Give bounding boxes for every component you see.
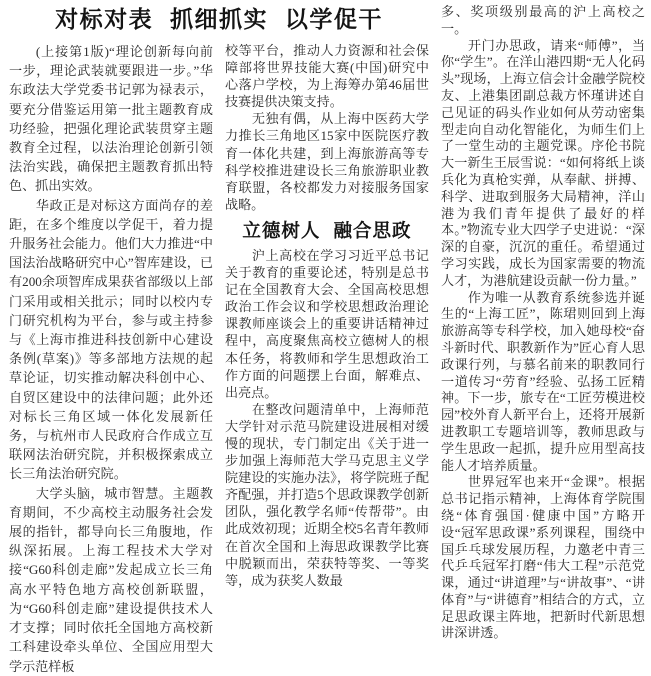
paragraph: 开门办思政，请来“师傅”，当你“学生”。在洋山港四期“无人化码头”现场，上海立信会计金融学院校友、上港集团副总裁方怀瑾讲述自己见证的码头作业如何从劳动密集型走向自动化智能化，为师生们上了一堂生动的主题党课。序伦书院大一新生王辰雪说：“如何将纸上谈兵化为真枪实弹，从奉献、拼搏、科学、进取到服务大局精神，洋山港为我们青年提供了最好的样本。”物流专业大四学子史进说：“深深的自豪，沉沉的重任。希望通过学习实践，成长为国家需要的物流人才，为港航建设贡献一份力量。” bbox=[441, 37, 645, 288]
headline-and-two-columns bbox=[9, 0, 429, 674]
paragraph: (上接第1版)“理论创新每向前一步，理论武装就要跟进一步。”华东政法大学党委书记郭为禄表示，要充分借鉴运用第一批主题教育成功经验，把强化理论武装贯穿主题教育全过程，以法治理论创新引领法治实践，确保把主题教育抓出特色、抓出实效。 bbox=[9, 44, 213, 194]
text-column-1 bbox=[9, 42, 213, 676]
text-column-3 bbox=[441, 0, 645, 641]
paragraph: 华政正是对标这方面尚存的差距，在多个维度以学促干，着力提升服务社会能力。他们大力推进“中国法治战略研究中心”智库建设，已有200余项智库成果获省部级以上部门采用或相关批示；同时以校内专门研究机构为平台，参与或主持参与《上海市推进科技创新中心建设条例(草案)》等多部地方法规的起草论证，切实推动解决科创中心、自贸区建设中的法律问题；此外还对标长三角区域一体化发展新任务，与杭州市人民政府合作成立互联网法治研究院，并积极探索成立长三角法治研究院。 bbox=[9, 197, 213, 482]
text-column-2 bbox=[225, 42, 429, 676]
paragraph: 无独有偶，从上海中医药大学力推长三角地区15家中医院医疗教育一体化共建，到上海旅游高等专科学校推进建设长三角旅游职业教育联盟，各校都发力对接服务国家战略。 bbox=[225, 111, 429, 212]
paragraph: 大学头脑，城市智慧。主题教育期间，不少高校主动服务社会发展的指针，都导向长三角腹地，作纵深拓展。上海工程技术大学对接“G60科创走廊”发起成立长三角高水平特色地方高校创新联盟，为“G60科创走廊”建设提供技术人才支撑；同时依托全国地方高校新工科建设牵头单位、全国应用型大学示范样板 bbox=[9, 485, 213, 674]
paragraph: 在整改问题清单中，上海师范大学针对示范马院建设进展相对缓慢的现状，专门制定出《关于进一步加强上海师范大学马克思主义学院建设的实施办法》，将学院班子配齐配强，并打造5个思政课教学创新团队，强化教学名师“传帮带”。由此成效初现；近期全校5名青年教师在首次全国和上海思政课教学比赛中脱颖而出，荣获特等奖、一等奖等，成为获奖人数最 bbox=[225, 401, 429, 588]
two-column-text-block bbox=[9, 42, 429, 676]
paragraph: 沪上高校在学习习近平总书记关于教育的重要论述，特别是总书记在全国教育大会、全国高校思想政治工作会议和学校思想政治理论课教师座谈会上的重要讲话精神过程中，高度聚焦高校立德树人的根本任务，将教师和学生思想政治工作方面的问题摆上台面，解难点、出亮点。 bbox=[225, 247, 429, 400]
paragraph: 多、奖项级别最高的沪上高校之一。 bbox=[441, 4, 645, 36]
paragraph: 世界冠军也来开“金课”。根据总书记指示精神，上海体育学院围绕“体育强国·健康中国”方略开设“冠军思政课”系列课程，围绕中国乒乓球发展历程，力邀老中青三代乒乓冠军打磨“伟大工程”示范党课，通过“讲道理”与“讲故事”、“讲体育”与“讲德育”相结合的方式，立足思政课主阵地，把新时代新思想讲深讲透。 bbox=[441, 474, 645, 641]
article-headline: 对标对表 抓细抓实 以学促干 bbox=[55, 6, 383, 32]
paragraph: 作为唯一从教育系统参选并诞生的“上海工匠”，陈珺则回到上海旅游高等专科学校，加入她母校“奋斗新时代、职教新作为”匠心育人思政课行列，与慕名前来的职教同行一道传习“劳育”经验、弘扬工匠精神。下一步，旅专在“工匠劳模进校园”校外育人新平台上，还将开展新进教职工专题培训等，教师思政与学生思政一起抓，提升应用型高技能人才培养质量。 bbox=[441, 289, 645, 473]
paragraph: 校等平台，推动人力资源和社会保障部将世界技能大赛(中国)研究中心落户学校，为上海筹办第46届世技赛提供决策支持。 bbox=[225, 43, 429, 110]
section-heading: 立德树人 融合思政 bbox=[242, 219, 412, 241]
